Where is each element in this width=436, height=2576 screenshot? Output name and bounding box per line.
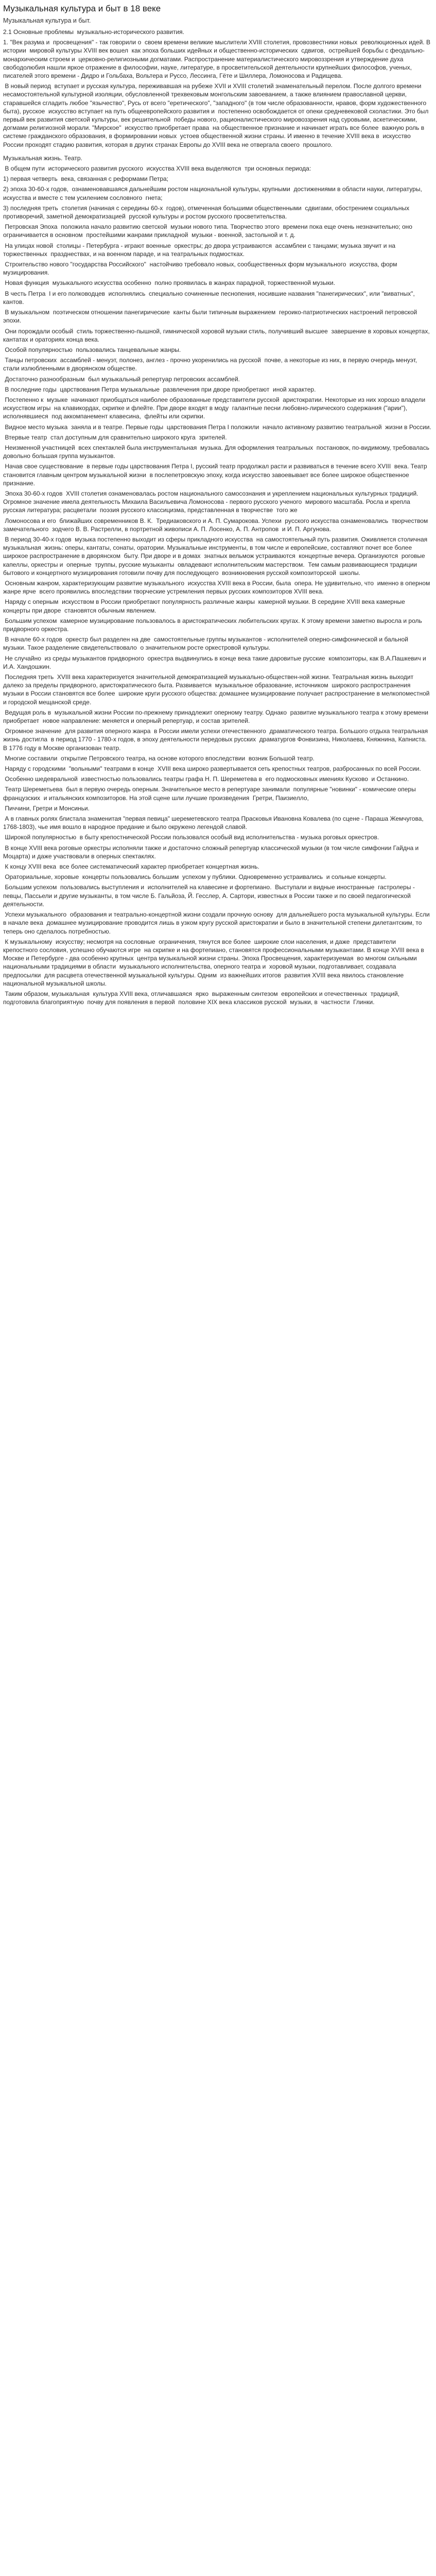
paragraph: Театр Шереметьева был в первую очередь оперным. Значительное место в репертуаре занимали популярные "новинки" - комические оперы французских и итальянских композиторов. На этой сцене шли лучшие произведения Гретри, Паизиелло,	[3, 786, 418, 802]
paragraph: Эпоха 30-60-х годов XVIII столетия ознаменовалась ростом национального самосознания и укреплением национальных культурных традиций. Огромное значение имела деятельность Михаила Васильевича Ломоносова - первого русского ученого мирового масштаба. Росла и крепла русская литература; расцветали поэзия русского классицизма, представленная в творчестве того же	[3, 489, 420, 514]
paragraph: Многие составили открытие Петровского театра, на основе которого впоследствии возник Большой театр.	[3, 754, 315, 762]
paragraph: В начале 60-х годов оркестр был разделен на две самостоятельные группы музыкантов - исполнителей оперно-симфонической и бальной музыки. Такое разделение свидетельствовало о значительном росте оркестровой культуры.	[3, 636, 410, 652]
paragraph: Огромное значение для развития оперного жанра в России имели успехи отечественного драматического театра. Большого отдыха театральная жизнь достигла в период 1770 - 1780-х годов, в эпоху деятельности передовых русских драматургов Фонвизина, Николаева, Княжнина, Капниста. В 1776 году в Москве организован театр.	[3, 727, 430, 752]
paragraph: В новый период вступает и русская культура, переживавшая на рубеже XVII и XVIII столетий знаменательный перелом. После долгого времени несамостоятельной культурной изоляции, обусловленной трехвековым монгольским завоеванием, а также влиянием православной церкви, старавшейся сгладить любое "язычество", Русь от всего "еретического", "западного" (в том числе образованности, нравов, форм художественного быта), русское искусство вступает на путь общеевропейского развития и постепенно освобождается от опеки средневековой схоластики. Это был первый век развития светской культуры, век решительной победы нового, рационалистического мировоззрения над суровыми, аскетическими, догмами религиозной морали. "Мирское" искусство приобретает права на общественное признание и начинает играть все более важную роль в системе гражданского образования, в формировании новых устоев общественной жизни страны. И именно в течение XVIII века в искусство России проходят стадию развития, которая в других странах Европы до XVIII века не отвергала своего прошлого.	[3, 82, 430, 148]
paragraph: 1. "Век разума и просвещения" - так говорили о своем времени великие мыслители XVIII столетия, провозвестники новых революционных идей. В истории мировой культуры XVIII век вошел как эпоха больших идейных и общественно-исторических сдвигов, острейшей борьбы с феодально-монархическим строем и церковно-религиозными догматами. Распространение материалистического мировоззрения и утверждение духа свободолюбия нашли яркое отражение в философии, науке, литературе, в просветительской деятельности крупнейших философов, ученых, писателей этого времени - Дидро и Гольбаха, Вольтера и Руссо, Лессинга, Гёте и Шиллера, Ломоносова и Радищева.	[3, 39, 432, 80]
paragraph: Они порождали особый стиль торжественно-пышной, гимнической хоровой музыки стиль, получивший высшее завершение в хоровых концертах, кантатах и ораториях конца века.	[3, 327, 432, 343]
paragraph: А в главных ролях блистала знаменитая "первая певица" шереметевского театра Прасковья Ивановна Ковалева (по сцене - Параша Жемчугова, 1768-1803), чье имя вошло в народное предание и было окружено легендой славой.	[3, 815, 426, 831]
paragraph: Таким образом, музыкальная культура XVIII века, отличавшаяся ярко выраженным синтезом европейских и отечественных традиций, подготовила благоприятную почву для появления в первой половине XIX века классиков русской музыки, в частности Глинки.	[3, 990, 402, 1006]
paragraph: 3) последняя треть столетия (начиная с середины 60-х годов), отмеченная большими общественными сдвигами, обострением социальных противоречий, заметной демократизацией русской культуры и ростом русского просветительства.	[3, 204, 411, 221]
paragraph: В музыкальном поэтическом отношении панегирические канты были типичным выражением героико-патриотических настроений петровской эпохи.	[3, 309, 419, 325]
document-title: Музыкальная культура и быт в 18 веке	[3, 4, 161, 13]
paragraph: Петровская Эпоха положила начало развитию светской музыки нового типа. Творчество этого времени пока еще очень незначительно; оно ограничивается в основном простейшими жанрами прикладной музыки - военной, застольной и т. д.	[3, 223, 414, 239]
document-subtitle: Музыкальная культура и быт.	[3, 17, 91, 24]
paragraph: Не случайно из среды музыкантов придворного оркестра выдвинулись в конце века такие даровитые русские композиторы, как В.А.Пашкевич и И.А. Хандошкин.	[3, 654, 428, 670]
paragraph: Особой популярностью пользовались танцевальные жанры.	[3, 346, 181, 353]
paragraph: Последняя треть XVIII века характеризуется значительной демократизацией музыкально-обществен-ной жизни. Театральная жизнь выходит далеко за пределы придворного, аристократического быта. Развивается музыкальное образование, источником широкого распространения музыки в России становятся все более широкие круги русского общества: домашнее музицирование получает распространение в мелкопоместной и городской мещанской среде.	[3, 673, 431, 706]
paragraph: Большим успехом камерное музицирование пользовалось в аристократических любительских кругах. К этому времени заметно выросла и роль придворного оркестра.	[3, 617, 424, 633]
paragraph: В общем пути исторического развития русского искусства XVIII века выделяются три основных периода:	[3, 165, 311, 173]
paragraph: В последние годы царствования Петра музыкальные развлечения при дворе приобретают иной характер.	[3, 385, 316, 393]
paragraph: Музыкальная жизнь. Театр.	[3, 154, 82, 162]
paragraph: Новая функция музыкального искусства особенно полно проявилась в жанрах парадной, торжественной музыки.	[3, 279, 336, 287]
paragraph: В честь Петра I и его полководцев исполнялись специально сочиненные песнопения, носившие названия "панегирических", или "виватных", кантов.	[3, 290, 417, 306]
paragraph: К музыкальному искусству; несмотря на сословные ограничения, тянутся все более широкие слои населения, и даже представители крепостного сословия, успешно обучаются игре на скрипке и на фортепиано, становятся профессиональными музыкантами. В конце XVIII века в Москве и Петербурге - два особенно крупных центра музыкальной жизни страны. Эпоха Просвещения, характеризуемая во многом сильными национальными традициями в области музыкального исполнительства, оперного театра и хоровой музыки, подготавливает, создавала предпосылки для расцвета отечественной музыкальной культуры. Одним из важнейших итогов развития XVIII века явилось становление национальной музыкальной школы.	[3, 938, 426, 987]
paragraph: Наряду с оперным искусством в России приобретают популярность различные жанры камерной музыки. В середине XVIII века камерные концерты при дворе становятся обычным явлением.	[3, 598, 407, 614]
paragraph: Наряду с городскими "вольными" театрами в конце XVIII века широко развертывается сеть крепостных театров, разбросанных по всей России.	[3, 765, 421, 773]
paragraph: К концу XVIII века все более систематический характер приобретает концертная жизнь.	[3, 863, 259, 871]
paragraph: Строительство нового "государства Российского" настойчиво требовало новых, сообщественных форм музыкального искусства, форм музицирования.	[3, 261, 399, 277]
paragraph: В конце XVIII века роговые оркестры исполняли также и достаточно сложный репертуар классической музыки (в том числе симфонии Гайдна и Моцарта) и даже участвовали в оперных спектаклях.	[3, 844, 421, 860]
paragraph: Начав свое существование в первые годы царствования Петра I, русский театр продолжал расти и развиваться в течение всего XVIII века. Театр становится главным центром музыкальной жизни в послепетровскую эпоху, когда искусство завоевывает все более широкое общественное признание.	[3, 463, 429, 487]
paragraph: 2) эпоха 30-60-х годов, ознаменовавшаяся дальнейшим ростом национальной культуры, крупными достижениями в области науки, литературы, искусства и вместе с тем усилением сословного гнета;	[3, 185, 424, 201]
paragraph: Танцы петровских ассамблей - менуэт, полонез, англез - прочно укоренились на русской почве, а некоторые из них, в первую очередь менуэт, стали излюбленными в дворянском обществе.	[3, 357, 419, 372]
document-body	[3, 28, 432, 1006]
paragraph: Основным жанром, характеризующим развитие музыкального искусства XVIII века в России, была опера. Не удивительно, что именно в оперном жанре ярче всего проявились впоследствии творческие устремления первых русских композиторов XVIII века.	[3, 579, 432, 596]
paragraph: Пиччини, Гретри и Монсиньи.	[3, 804, 90, 812]
paragraph: В период 30-40-х годов музыка постепенно выходит из сферы прикладного искусства на самостоятельный путь развития. Оживляется столичная музыкальная жизнь: оперы, кантаты, сонаты, оратории. Музыкальные инструменты, в том числе и европейские, составляют почет все более широкое распространение в дворянском быту. При дворе и в домах знатных вельмож устраиваются концертные вечера. Организуются роговые капеллы, оркестры и оперные труппы, русские музыканты овладевают исполнительским мастерством. Тем самым развивающиеся традиции бытового и концертного музицирования готовили почву для последующего возникновения русской композиторской школы.	[3, 535, 429, 577]
paragraph: Неизменной участницей всех спектаклей была инструментальная музыка. Для оформления театральных постановок, по-видимому, требовалась довольно большая группа музыкантов.	[3, 444, 431, 460]
paragraph: Втервые театр стал доступным для сравнительно широкого круга зрителей.	[3, 433, 227, 441]
paragraph: Ведущая роль в музыкальной жизни России по-прежнему принадлежит оперному театру. Однако развитие музыкального театра к этому времени приобретает новое направление: меняется и оперный репертуар, и состав зрителей.	[3, 708, 430, 725]
paragraph: Успехи музыкального образования и театрально-концертной жизни создали прочную основу для дальнейшего роста музыкальной культуры. Если в начале века домашнее музицирование проводится лишь в узком кругу русской аристократии и было в значительной степени дилетантским, то теперь оно сделалось потребностью.	[3, 911, 432, 935]
paragraph: Широкой популярностью в быту крепостнической России пользовался особый вид исполнительства - музыка роговых оркестров.	[3, 834, 379, 841]
paragraph: Ломоносова и его ближайших современников В. К. Тредиаковского и А. П. Сумарокова. Успехи русского искусства ознаменовались творчеством замечательного зодчего В. В. Растрелли, в портретной живописи А. П. Лосенко, А. П. Антропов и И. П. Аргунова.	[3, 517, 430, 533]
paragraph: 1) первая четверть века, связанная с реформами Петра;	[3, 175, 168, 183]
paragraph: Особенно шедевральной известностью пользовались театры графа Н. П. Шереметева в его подмосковных имениях Кусково и Останкино.	[3, 775, 409, 783]
paragraph: Достаточно разнообразным был музыкальный репертуар петровских ассамблей.	[3, 375, 240, 383]
paragraph: Постепенно к музыке начинают приобщаться наиболее образованные представители русской аристократии. Некоторые из них хорошо владели искусством игры на клавикордах, скрипке и флейте. При дворе входят в моду галантные песни любовно-лирического содержания ("арии"), исполнявшиеся под аккомпанемент клавесина, флейты или скрипки.	[3, 396, 427, 420]
paragraph: На улицах новой столицы - Петербурга - играют военные оркестры; до двора устраиваются ассамблеи с танцами; музыка звучит и на торжественных празднествах, и на военном параде, и на театральных подмостках.	[3, 242, 397, 258]
paragraph: Видное место музыка заняла и в театре. Первые годы царствования Петра I положили начало активному развитию театральной жизни в России.	[3, 423, 431, 431]
paragraph: Ораториальные, хоровые концерты пользовались большим успехом у публики. Одновременно устраивались и сольные концерты.	[3, 873, 387, 881]
paragraph: 2.1 Основные проблемы музыкально-исторического развития.	[3, 28, 184, 36]
paragraph: Большим успехом пользовались выступления и исполнителей на клавесине и фортепиано. Выступали и видные иностранные гастролеры - певцы, Пассьели и другие музыканты, в том числе Б. Гальйоза, Й. Гесслер, А. Сартори, известных в России также и по своей педагогической деятельности.	[3, 884, 417, 908]
